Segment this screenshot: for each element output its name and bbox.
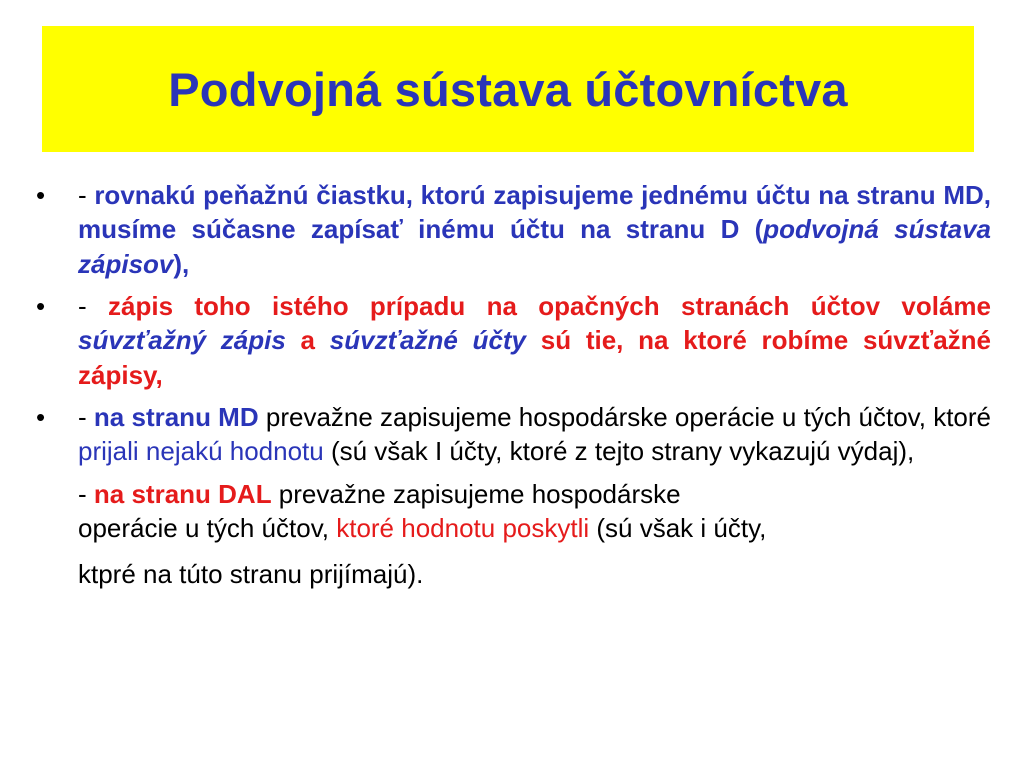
item3-dash: - — [78, 401, 94, 432]
item4-dal: na stranu DAL — [93, 478, 272, 509]
dal-line-1 — [78, 477, 991, 511]
item2-term-zapis: súvzťažný zápis — [78, 325, 286, 356]
bullet-item-1 — [36, 178, 991, 281]
slide-title: Podvojná sústava účtovníctva — [168, 62, 848, 116]
item3-text: prevažne zapisujeme hospodárske operácie u tých účtov, ktoré — [258, 401, 991, 432]
dal-line-3 — [78, 557, 991, 591]
bullet-icon: • — [36, 290, 46, 321]
item2-dash: - — [78, 290, 108, 321]
item2-end: sú tie, na ktoré robíme súvzťažné zápisy, — [78, 325, 991, 390]
item3-end: (sú však I účty, ktoré z tejto strany vykazujú výdaj), — [323, 436, 915, 467]
item2-and: a — [285, 325, 330, 356]
item4-highlight: ktoré hodnotu poskytli — [336, 512, 590, 543]
slide-body — [36, 178, 991, 591]
bullet-item-2 — [36, 289, 991, 392]
item4-dash: - — [78, 478, 94, 509]
item1-end: ), — [173, 248, 190, 279]
item1-italic: podvojná sústava zápisov — [78, 214, 991, 279]
item1-text: rovnakú peňažnú čiastku, ktorú zapisujeme jednému účtu na stranu MD, musíme súčasne zapísať inému účtu na stranu D ( — [78, 180, 991, 245]
item4-text-2: operácie u tých účtov, — [78, 512, 337, 543]
item4-text: prevažne zapisujeme hospodárske — [271, 478, 681, 509]
dal-line-2 — [78, 511, 991, 545]
bullet-icon: • — [36, 401, 46, 432]
bullet-item-3 — [36, 400, 991, 469]
item1-dash: - — [78, 180, 95, 210]
title-banner — [42, 26, 974, 152]
item2-text: zápis toho istého prípadu na opačných stranách účtov voláme — [108, 290, 991, 321]
paragraph-dal — [36, 477, 991, 592]
bullet-icon: • — [36, 180, 46, 210]
item3-highlight: prijali nejakú hodnotu — [78, 436, 324, 467]
item4-end: ktpré na túto stranu prijímajú). — [78, 559, 424, 590]
item3-md: na stranu MD — [93, 401, 259, 432]
item2-term-ucty: súvzťažné účty — [329, 325, 527, 356]
item4-paren: (sú však i účty, — [589, 512, 767, 543]
